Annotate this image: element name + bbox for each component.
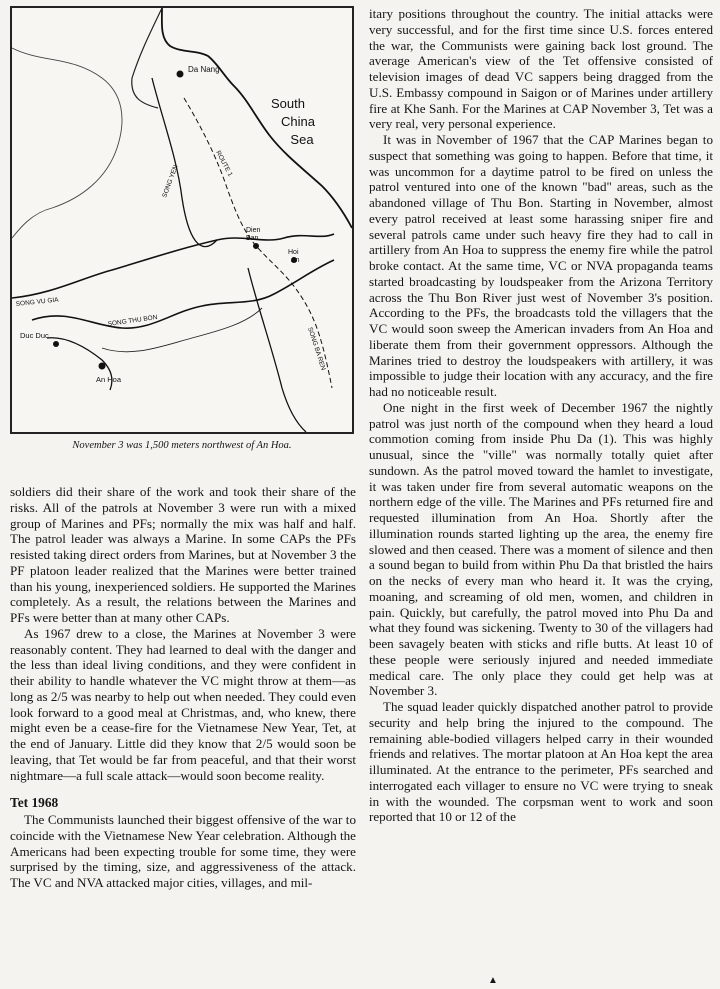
song-thu-bon-label: SONG THU BON [107,314,158,328]
hoi-an-label-2: An [291,257,300,264]
left-paragraph-1: soldiers did their share of the work and took their share of the risks. All of the patrols at November 3 were run with a mixed group of Marines and PFs; normally the mix was half and half. The patrol leader was always a Marine. In some CAPs the PFs resisted taking direct orders from Marines, but at November 3 the PF platoon leader realized that the Marines were better trained than his young, inexperienced soldiers. He supported the Marines completely. As a result, the relations between the Marines and PFs were better than at many other CAPs. [10,484,356,625]
map-caption: November 3 was 1,500 meters northwest of An Hoa. [72,440,292,451]
left-paragraph-3: The Communists launched their biggest offensive of the war to coincide with the Vietnamese New Year celebration. Although the Americans had been expecting trouble for some time, they were surprised by the timing, size, and aggressiveness of the attack. The VC and NVA attacked major cities, villages, and mil- [10,812,356,890]
sea-label-2: China [281,114,315,129]
right-paragraph-3: One night in the first week of December 1967 the nightly patrol was just north of the compound when they heard a loud commotion coming from inside Phu Da (1). This was highly unusual, since the "ville" was normally totally quiet after sundown. As the patrol moved toward the hamlet to investigate, it was taken under fire from several automatic weapons on the northern edge of the ville. The Marines and PFs returned fire and requested illumination from An Hoa. Shortly after the illumination rounds started lighting up the area, the enemy fire slowed and then ceased. There was a moment of silence and then a sound began to build from within Phu Da that bristled the hairs on the necks of every man who heard it. It was the crying, moaning, and screaming of old men, women, and children in pain. Quickly, but carefully, the patrol moved into Phu Da and what they found was sickening. Twenty to 30 of the villagers had been savagely beaten with sticks and rifle butts. At least 10 of these people were seriously injured and needed immediate medical care. The only place they could get help was at November 3. [369,399,713,699]
song-vu-gia-label: SONG VU GIA [15,296,59,308]
right-paragraph-1: itary positions throughout the country. The initial attacks were very successful, and for the first time since U.S. forces entered the war, the Communists were gaining back lost ground. The average American's view of the Tet offensive consisted of television images of dead VC sappers being dragged from the U.S. Embassy compound in Saigon or of Marines under artillery fire at Khe Sanh. For the Marines at CAP November 3, Tet was a very real, very personal experience. [369,6,713,132]
song-thu-bon-river [32,260,334,328]
left-paragraph-2: As 1967 drew to a close, the Marines at November 3 were reasonably content. They had learned to deal with the danger and the less than ideal living conditions, and they were confident in their ability to handle whatever the VC might throw at them—as long as 2/5 was nearby to help out when needed. They could even look forward to a good meal at Christmas, and, who knew, there might even be a cease-fire for the Vietnamese New Year, Tet, at the end of January. Little did they know that 2/5 would soon be leaving, that Tet would be far from peaceful, and that their worst nightmare—a full scale attack—would soon become reality. [10,625,356,783]
coastline [162,8,352,228]
section-heading: Tet 1968 [10,795,59,811]
secondary-road [102,308,262,352]
left-text-column [10,484,356,891]
dien-ban-label-2: Ban [246,235,259,242]
song-yen-label: SONG YEN [161,164,180,199]
map-figure [10,6,354,434]
right-paragraph-4: The squad leader quickly dispatched another patrol to provide security and help bring the injured to the compound. The remaining able-bodied villagers helped carry in their wounded friends and relatives. The mortar platoon at An Hoa kept the area illuminated. At the entrance to the perimeter, PFs searched and interrogated each villager to ensure no VC were trying to sneak in with the wounded. The corpsman went to work and soon reported that 10 or 12 of the [369,699,713,825]
map-drawing [12,8,352,432]
page-footer-mark: ▲ [488,975,498,986]
sea-label-1: South [271,96,305,111]
right-text-column [369,6,713,825]
an-hoa-label: An Hoa [96,375,122,384]
duc-duc-label: Duc Duc [20,331,49,340]
da-nang-label: Da Nang [188,65,220,74]
peninsula-outline [132,8,162,108]
dien-ban-marker [253,243,259,249]
route-1-label: ROUTE 1 [214,149,234,178]
sea-label-3: Sea [290,132,314,147]
duc-duc-marker [53,341,59,347]
song-yen-river [152,78,217,247]
hoi-an-label-1: Hoi [288,249,299,256]
terrain-line [12,48,122,238]
right-paragraph-2: It was in November of 1967 that the CAP Marines began to suspect that something was going to happen. Before that time, it was uncommon for a daytime patrol to be fired on unless the patrol ventured into one of the known "bad" areas, such as the abandoned village of Thu Bon. Starting in November, almost every patrol received at least some harassing sniper fire and several patrols came under such heavy fire they had to call in artillery from An Hoa to suppress the enemy fire while the patrol broke contact. At the same time, VC or NVA propaganda teams started broadcasting by loudspeaker from the Arizona Territory across the Thu Bon River just west of November 3's position. According to the PFs, the broadcasts told the villagers that the VC would soon sweep the American invaders from An Hoa and liberate them from their government oppressors. Although the Marines tried to destroy the loudspeakers with artillery, it was impossible to judge their location with any accuracy, and the fire had no noticeable result. [369,132,713,399]
an-hoa-marker [99,363,106,370]
dien-ban-label-1: Dien [246,227,261,234]
da-nang-marker [177,71,184,78]
song-ba-ren-label: SONG BA REN [306,326,327,372]
